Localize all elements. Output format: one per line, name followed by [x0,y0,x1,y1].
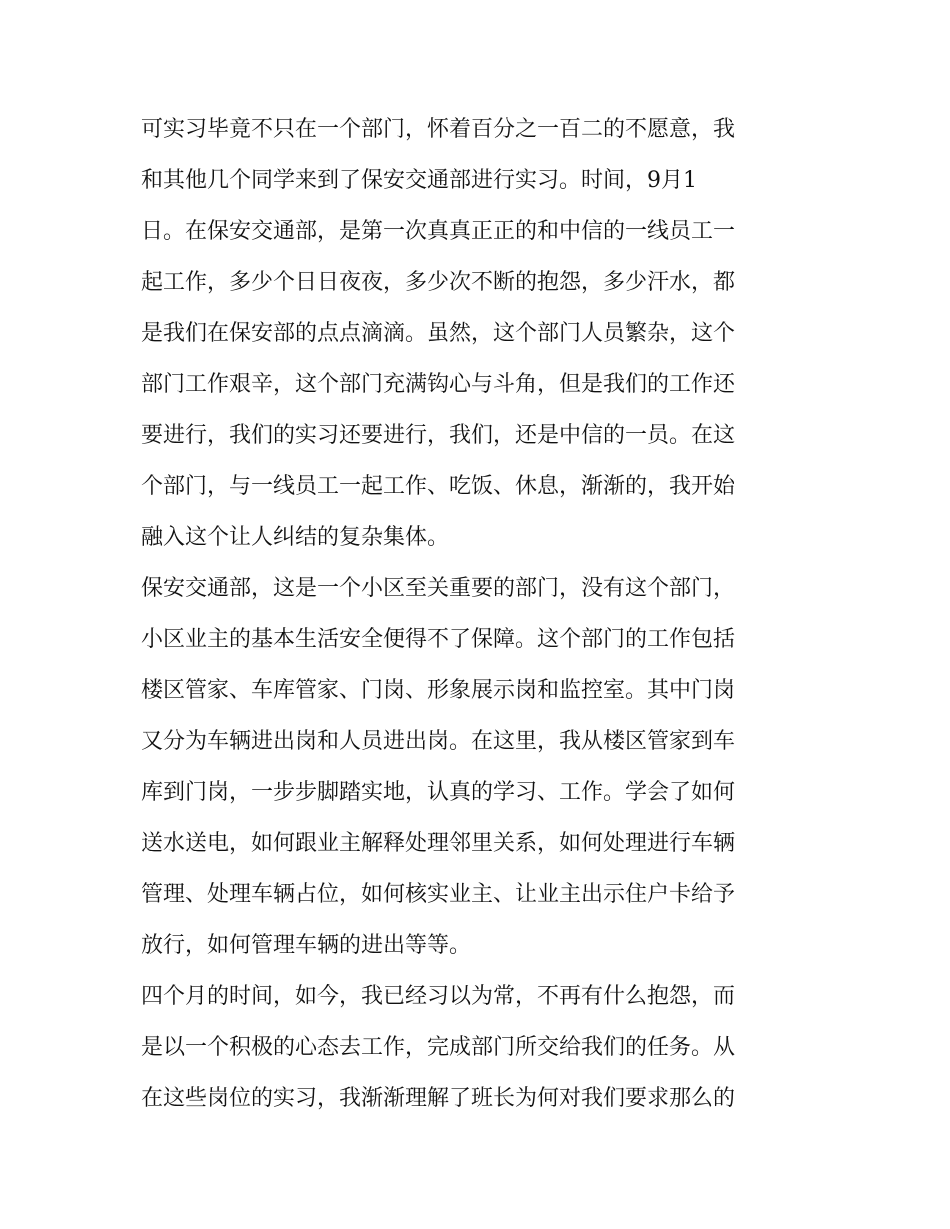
text-line: 放行，如何管理车辆的进出等等。 [141,933,472,958]
text-line: 可实习毕竟不只在一个部门，怀着百分之一百二的不愿意，我 [141,117,736,142]
body-text [141,104,821,1124]
text-line: 日。在保安交通部，是第一次真真正正的和中信的一线员工一 [141,219,736,244]
text-line: 个部门，与一线员工一起工作、吃饭、休息，渐渐的，我开始 [141,474,736,499]
text-line: 起工作，多少个日日夜夜，多少次不断的抱怨，多少汗水，都 [141,270,736,295]
text-line: 部门工作艰辛，这个部门充满钩心与斗角，但是我们的工作还 [141,372,736,397]
text-line: 融入这个让人纠结的复杂集体。 [141,525,450,550]
text-line: 送水送电，如何跟业主解释处理邻里关系，如何处理进行车辆 [141,831,736,856]
text-line: 库到门岗，一步步脚踏实地，认真的学习、工作。学会了如何 [141,780,736,805]
text-line: 在这些岗位的实习，我渐渐理解了班长为何对我们要求那么的 [141,1086,736,1111]
text-line: 要进行，我们的实习还要进行，我们，还是中信的一员。在这 [141,423,736,448]
text-line: 和其他几个同学来到了保安交通部进行实习。时间，9月1 [141,168,697,193]
text-line: 楼区管家、车库管家、门岗、形象展示岗和监控室。其中门岗 [141,678,736,703]
text-line: 四个月的时间，如今，我已经习以为常，不再有什么抱怨，而 [141,984,736,1009]
text-line: 是我们在保安部的点点滴滴。虽然，这个部门人员繁杂，这个 [141,321,736,346]
text-line: 又分为车辆进出岗和人员进出岗。在这里，我从楼区管家到车 [141,729,736,754]
text-line: 是以一个积极的心态去工作，完成部门所交给我们的任务。从 [141,1035,736,1060]
text-line: 管理、处理车辆占位，如何核实业主、让业主出示住户卡给予 [141,882,736,907]
text-line: 小区业主的基本生活安全便得不了保障。这个部门的工作包括 [141,627,736,652]
text-line: 保安交通部，这是一个小区至关重要的部门，没有这个部门， [141,576,736,601]
